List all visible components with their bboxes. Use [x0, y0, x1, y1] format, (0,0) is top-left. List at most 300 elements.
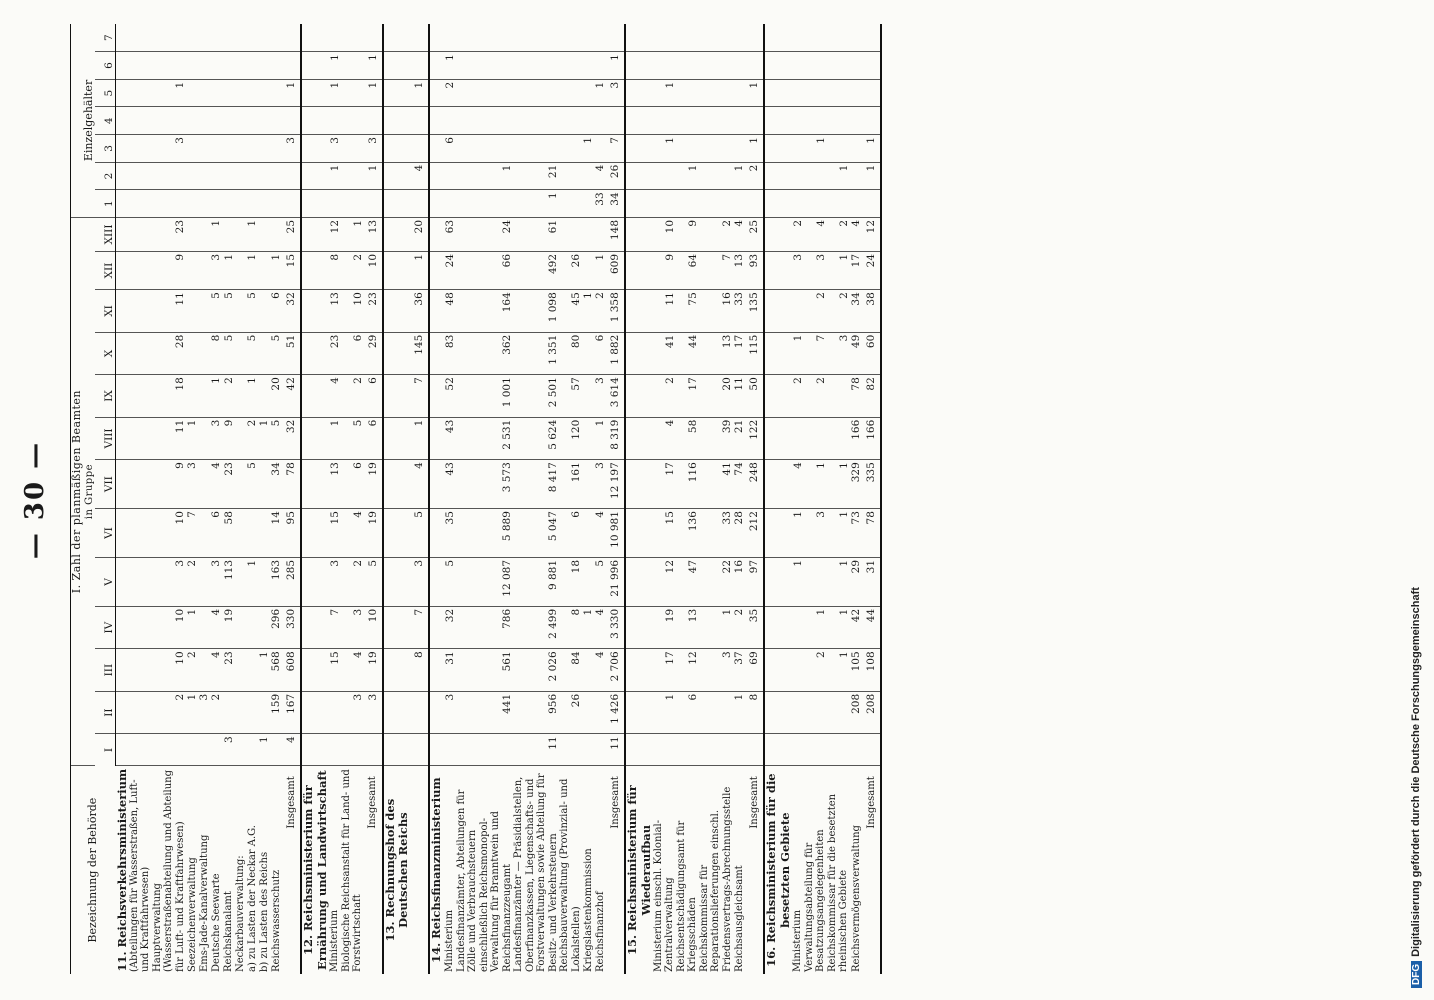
value-cell: 10 [152, 509, 187, 558]
value-cell: 24 [456, 217, 514, 251]
value-cell [186, 79, 198, 107]
total-value-cell: 108 [862, 649, 881, 692]
value-cell: 41 [699, 460, 734, 509]
value-cell: 1 [456, 162, 514, 190]
value-cell [129, 460, 152, 509]
empty-cell [429, 107, 443, 135]
value-cell: 33 [733, 290, 745, 333]
empty-cell [625, 290, 652, 333]
value-cell: 1 [329, 52, 341, 80]
value-cell: 1 [676, 162, 699, 190]
dfg-notice [1410, 587, 1422, 988]
table-row [223, 24, 235, 974]
value-cell [198, 332, 210, 375]
value-cell: 1 [827, 557, 850, 606]
total-value-cell: 13 [364, 217, 383, 251]
empty-cell [429, 734, 443, 766]
value-cell [653, 162, 676, 190]
empty-cell [116, 606, 129, 649]
value-cell: 8 [559, 606, 582, 649]
total-value-cell [745, 734, 764, 766]
value-cell [235, 332, 247, 375]
value-cell [329, 24, 341, 52]
value-cell: 15 [329, 649, 341, 692]
value-cell [186, 162, 198, 190]
total-value-cell: 608 [282, 649, 301, 692]
total-value-cell: 3 [364, 135, 383, 163]
empty-cell [301, 217, 328, 251]
empty-cell [625, 557, 652, 606]
value-cell [341, 162, 364, 190]
value-cell [444, 190, 456, 218]
value-cell [198, 557, 210, 606]
main-header-subtitle: in Gruppe [83, 463, 95, 520]
empty-cell [625, 52, 652, 80]
value-cell [223, 162, 235, 190]
total-value-cell: 32 [282, 290, 301, 333]
value-cell: 2 026 [513, 649, 559, 692]
value-cell: 7 [329, 606, 341, 649]
value-cell: 5 [270, 332, 282, 375]
value-cell: 3 [186, 460, 198, 509]
value-cell: 5 [341, 417, 364, 460]
value-cell [186, 135, 198, 163]
value-cell: 32 [444, 606, 456, 649]
value-cell [594, 107, 606, 135]
table-row [804, 24, 827, 974]
empty-cell [429, 557, 443, 606]
value-cell [827, 375, 850, 418]
value-cell [792, 135, 804, 163]
group-header-cell: IV [95, 606, 116, 649]
value-cell: 17 [850, 251, 862, 289]
value-cell: 136 [676, 509, 699, 558]
row-label: Ems-Jade-Kanalverwaltung [198, 834, 210, 972]
value-cell [223, 135, 235, 163]
value-cell: 4 [850, 217, 862, 251]
value-cell [152, 107, 187, 135]
value-cell: 18 [152, 375, 187, 418]
value-cell [258, 135, 270, 163]
value-cell: 4 [210, 606, 222, 649]
value-cell: 15 [653, 509, 676, 558]
value-cell: 44 [676, 332, 699, 375]
value-cell [559, 52, 582, 80]
empty-cell [764, 79, 791, 107]
total-value-cell: 7 [606, 135, 625, 163]
value-cell: 1 [733, 691, 745, 734]
row-label: Ministerium [329, 909, 341, 972]
value-cell [456, 135, 514, 163]
value-cell: 7 [186, 509, 198, 558]
value-cell [210, 24, 222, 52]
value-cell: 568 [270, 649, 282, 692]
total-value-cell: 1 358 [606, 290, 625, 333]
value-cell: 166 [850, 417, 862, 460]
total-value-cell [364, 190, 383, 218]
empty-cell [301, 606, 328, 649]
value-cell [733, 107, 745, 135]
value-cell: 116 [676, 460, 699, 509]
empty-cell [764, 606, 791, 649]
value-cell [129, 107, 152, 135]
empty-cell [764, 691, 791, 734]
total-value-cell: 95 [282, 509, 301, 558]
total-value-cell [862, 24, 881, 52]
page-number: — 30 — [20, 440, 50, 560]
value-cell: 1 [186, 606, 198, 649]
value-cell [246, 52, 258, 80]
empty-cell [383, 460, 410, 509]
value-cell: 17 [653, 460, 676, 509]
empty-cell [383, 52, 410, 80]
row-label: Seezeichenverwaltung [186, 857, 198, 972]
value-cell: 8 [329, 251, 341, 289]
total-value-cell: 5 [364, 557, 383, 606]
value-cell: 1 [186, 691, 198, 734]
value-cell: 4 [792, 460, 804, 509]
value-cell [733, 79, 745, 107]
einzel-header-cell: 4 [95, 107, 116, 135]
total-value-cell: 122 [745, 417, 764, 460]
value-cell: 2 [804, 649, 827, 692]
value-cell: 52 [444, 375, 456, 418]
value-cell [235, 649, 247, 692]
total-value-cell: 44 [862, 606, 881, 649]
value-cell [559, 135, 582, 163]
value-cell [329, 107, 341, 135]
einzel-header-cell: 3 [95, 135, 116, 163]
empty-cell [116, 691, 129, 734]
value-cell [582, 460, 594, 509]
value-cell: 5 889 [456, 509, 514, 558]
value-cell [223, 107, 235, 135]
value-cell: 1 [246, 217, 258, 251]
value-cell [827, 417, 850, 460]
value-cell: 1 [827, 509, 850, 558]
value-cell: 5 [444, 557, 456, 606]
empty-cell [383, 190, 410, 218]
value-cell: 1 [582, 135, 594, 163]
value-cell: 21 [733, 417, 745, 460]
value-cell [653, 24, 676, 52]
value-cell: 12 [676, 649, 699, 692]
total-value-cell: 32 [282, 417, 301, 460]
total-value-cell: 50 [745, 375, 764, 418]
value-cell: 34 [270, 460, 282, 509]
row-label: Reichskommissar für Reparationslieferungen einschl. Friedensvertrags-Abrechnungsstelle [698, 786, 733, 972]
empty-cell [764, 509, 791, 558]
value-cell [804, 190, 827, 218]
total-value-cell [410, 190, 429, 218]
total-value-cell: 145 [410, 332, 429, 375]
value-cell [456, 79, 514, 107]
total-value-cell: 1 [745, 79, 764, 107]
value-cell [129, 649, 152, 692]
value-cell [582, 251, 594, 289]
empty-cell [764, 135, 791, 163]
empty-cell [764, 460, 791, 509]
value-cell [594, 217, 606, 251]
value-cell [676, 52, 699, 80]
value-cell [235, 734, 247, 766]
total-value-cell: 51 [282, 332, 301, 375]
value-cell [582, 332, 594, 375]
value-cell [270, 734, 282, 766]
empty-cell [383, 107, 410, 135]
value-cell: 1 [223, 251, 235, 289]
value-cell: 1 [444, 52, 456, 80]
empty-cell [383, 251, 410, 289]
value-cell: 786 [456, 606, 514, 649]
row-label: (Abteilungen für Wasserstraßen, Luft- und Kraftfahrwesen) [128, 779, 152, 972]
value-cell: 2 [246, 417, 258, 460]
value-cell: 3 [223, 734, 235, 766]
value-cell [223, 79, 235, 107]
einzelgehaelter-header: Einzelgehälter [71, 24, 96, 217]
value-cell: 3 [329, 557, 341, 606]
value-cell: 1 [329, 417, 341, 460]
value-cell [653, 190, 676, 218]
value-cell [235, 460, 247, 509]
table-row [258, 24, 270, 974]
value-cell: 4 [341, 649, 364, 692]
value-cell: 3 [804, 509, 827, 558]
value-cell [235, 162, 247, 190]
total-value-cell: 20 [410, 217, 429, 251]
value-cell: 80 [559, 332, 582, 375]
total-value-cell: 1 [862, 135, 881, 163]
value-cell: 1 [594, 417, 606, 460]
value-cell [186, 190, 198, 218]
value-cell [258, 290, 270, 333]
value-cell [152, 734, 187, 766]
value-cell: 23 [329, 332, 341, 375]
value-cell: 3 [804, 251, 827, 289]
empty-cell [429, 135, 443, 163]
value-cell: 4 [804, 217, 827, 251]
total-row [410, 24, 429, 974]
value-cell [198, 217, 210, 251]
value-cell: 1 [258, 417, 270, 460]
value-cell [699, 190, 734, 218]
total-value-cell [745, 190, 764, 218]
value-cell: 492 [513, 251, 559, 289]
total-value-cell: 5 [410, 509, 429, 558]
value-cell [235, 79, 247, 107]
value-cell [210, 107, 222, 135]
value-cell [699, 734, 734, 766]
total-value-cell: 12 [862, 217, 881, 251]
empty-cell [116, 460, 129, 509]
value-cell [129, 606, 152, 649]
value-cell: 1 [733, 162, 745, 190]
value-cell [792, 162, 804, 190]
empty-cell [383, 290, 410, 333]
empty-cell [301, 557, 328, 606]
value-cell: 1 [210, 217, 222, 251]
value-cell [258, 332, 270, 375]
value-cell [223, 691, 235, 734]
value-cell: 1 [653, 135, 676, 163]
value-cell [792, 24, 804, 52]
empty-cell [429, 375, 443, 418]
empty-cell [301, 332, 328, 375]
value-cell [270, 135, 282, 163]
value-cell: 41 [653, 332, 676, 375]
value-cell [653, 52, 676, 80]
value-cell: 23 [152, 217, 187, 251]
value-cell [582, 417, 594, 460]
row-label: Biologische Reichsanstalt für Land- und Forstwirtschaft [340, 769, 364, 972]
total-row [862, 24, 881, 974]
total-value-cell: 4 [282, 734, 301, 766]
value-cell: 33 [594, 190, 606, 218]
empty-cell [116, 734, 129, 766]
value-cell [198, 52, 210, 80]
value-cell [270, 52, 282, 80]
value-cell: 3 [152, 557, 187, 606]
value-cell: 1 [152, 79, 187, 107]
total-value-cell: 19 [364, 649, 383, 692]
total-label [410, 766, 429, 974]
value-cell: 84 [559, 649, 582, 692]
value-cell: 1 [827, 460, 850, 509]
empty-cell [116, 135, 129, 163]
total-value-cell: 35 [745, 606, 764, 649]
value-cell [827, 24, 850, 52]
value-cell: 4 [594, 162, 606, 190]
empty-cell [383, 375, 410, 418]
value-cell [582, 217, 594, 251]
value-cell [827, 135, 850, 163]
total-value-cell: 330 [282, 606, 301, 649]
total-value-cell: 115 [745, 332, 764, 375]
empty-cell [301, 375, 328, 418]
value-cell: 3 [827, 332, 850, 375]
value-cell [258, 107, 270, 135]
empty-cell [429, 649, 443, 692]
value-cell [827, 52, 850, 80]
value-cell: 3 [198, 691, 210, 734]
value-cell: 159 [270, 691, 282, 734]
value-cell [676, 190, 699, 218]
value-cell: 1 [827, 162, 850, 190]
empty-cell [301, 509, 328, 558]
value-cell [827, 691, 850, 734]
value-cell [676, 734, 699, 766]
group-header-cell: I [95, 734, 116, 766]
empty-cell [383, 606, 410, 649]
value-cell [129, 52, 152, 80]
value-cell: 1 [827, 606, 850, 649]
value-cell: 6 [341, 332, 364, 375]
empty-cell [764, 290, 791, 333]
value-cell: 5 047 [513, 509, 559, 558]
value-cell: 75 [676, 290, 699, 333]
value-cell [235, 606, 247, 649]
value-cell: 113 [223, 557, 235, 606]
value-cell: 4 [341, 509, 364, 558]
empty-cell [625, 107, 652, 135]
value-cell: 9 881 [513, 557, 559, 606]
value-cell [258, 217, 270, 251]
row-label: Reichsbauverwaltung (Provinzial- und Lokalstellen) [559, 778, 582, 972]
value-cell [827, 107, 850, 135]
value-cell [594, 135, 606, 163]
value-cell [559, 107, 582, 135]
total-value-cell [410, 24, 429, 52]
value-cell: 34 [850, 290, 862, 333]
total-value-cell: 1 [410, 251, 429, 289]
value-cell [850, 107, 862, 135]
value-cell: 20 [270, 375, 282, 418]
total-value-cell [862, 107, 881, 135]
total-value-cell [410, 107, 429, 135]
value-cell: 5 [246, 332, 258, 375]
value-cell [258, 557, 270, 606]
einzel-header-cell: 7 [95, 24, 116, 52]
total-value-cell: 609 [606, 251, 625, 289]
value-cell [270, 190, 282, 218]
section-title-row [301, 24, 328, 974]
value-cell: 1 [582, 606, 594, 649]
value-cell [246, 135, 258, 163]
empty-cell [764, 332, 791, 375]
value-cell: 1 [341, 217, 364, 251]
value-cell [456, 107, 514, 135]
value-cell: 5 [223, 332, 235, 375]
group-header-cell: IX [95, 375, 116, 418]
value-cell: 105 [850, 649, 862, 692]
value-cell [258, 251, 270, 289]
table-row [676, 24, 699, 974]
total-value-cell: 135 [745, 290, 764, 333]
table-row [733, 24, 745, 974]
value-cell [559, 217, 582, 251]
empty-cell [625, 251, 652, 289]
empty-cell [116, 79, 129, 107]
total-value-cell [364, 24, 383, 52]
value-cell: 1 [804, 135, 827, 163]
value-cell [210, 135, 222, 163]
value-cell [513, 24, 559, 52]
value-cell: 64 [676, 251, 699, 289]
group-header-cell: III [95, 649, 116, 692]
value-cell [699, 107, 734, 135]
total-value-cell [745, 52, 764, 80]
total-value-cell: 29 [364, 332, 383, 375]
value-cell: 3 [329, 135, 341, 163]
value-cell [258, 162, 270, 190]
table-row [246, 24, 258, 974]
value-cell: 561 [456, 649, 514, 692]
total-value-cell: 3 [606, 79, 625, 107]
value-cell: 6 [210, 509, 222, 558]
value-cell: 11 [152, 290, 187, 333]
total-value-cell [862, 734, 881, 766]
value-cell [827, 190, 850, 218]
value-cell: 31 [444, 649, 456, 692]
value-cell [582, 79, 594, 107]
value-cell [129, 509, 152, 558]
total-value-cell: 10 981 [606, 509, 625, 558]
value-cell: 3 [444, 691, 456, 734]
value-cell [341, 79, 364, 107]
value-cell [699, 52, 734, 80]
value-cell [582, 509, 594, 558]
total-value-cell: 8 [745, 691, 764, 734]
